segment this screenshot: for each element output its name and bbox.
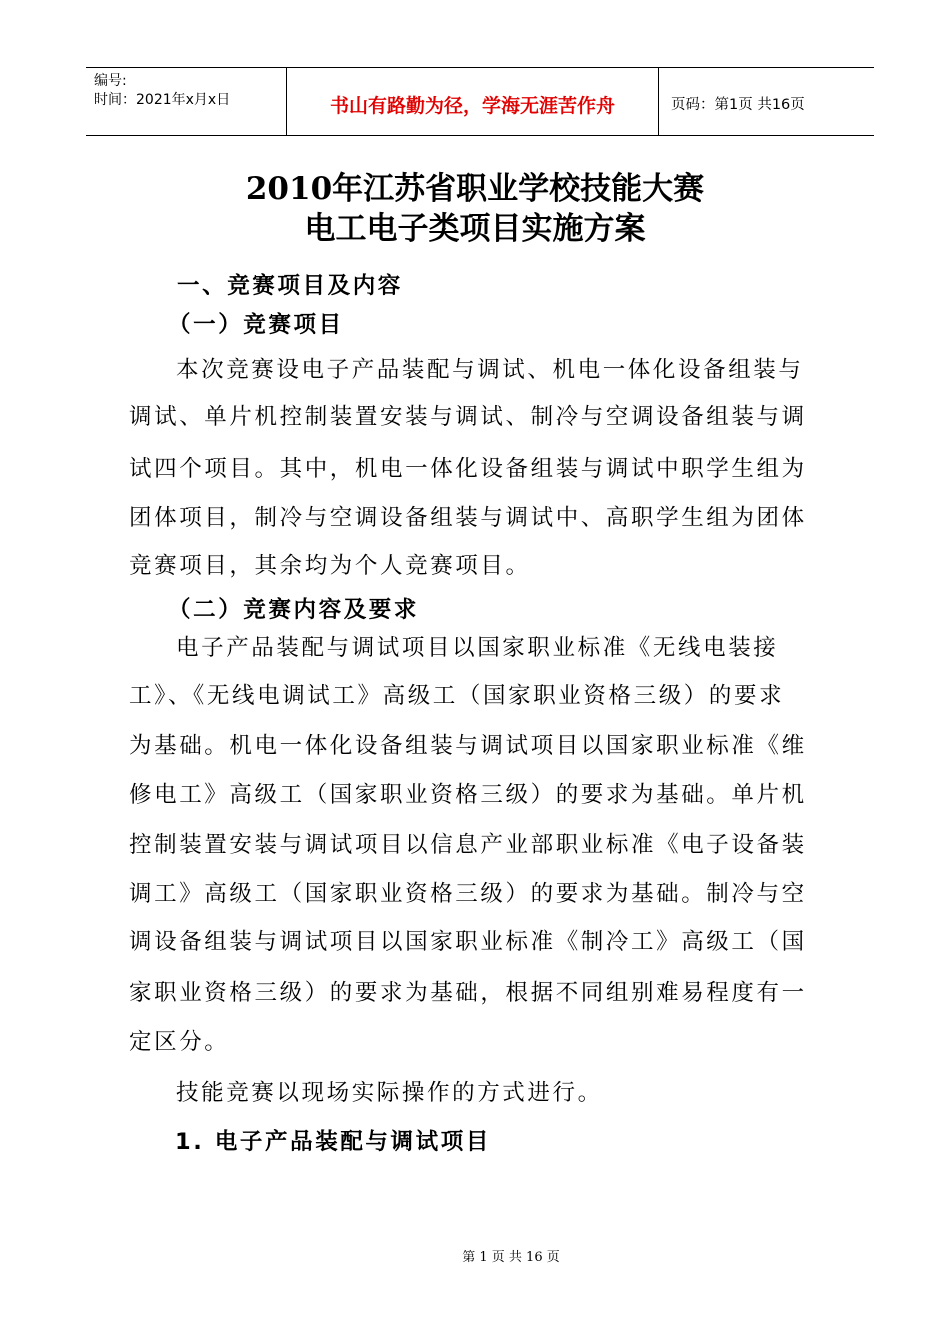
paragraph3: 技能竞赛以现场实际操作的方式进行。 [176, 1080, 603, 1106]
paragraph1-line: 试四个项目。其中，机电一体化设备组装与调试中职学生组为 [129, 456, 807, 482]
paragraph2-line: 为基础。机电一体化设备组装与调试项目以国家职业标准《维 [129, 733, 807, 759]
paragraph2-line: 工》、《无线电调试工》高级工（国家职业资格三级）的要求 [129, 683, 785, 709]
paragraph2-line: 家职业资格三级）的要求为基础，根据不同组别难易程度有一 [129, 980, 807, 1006]
header-page-info: 页码：第1页 共16页 [671, 97, 805, 113]
item-heading-1: 1. 电子产品装配与调试项目 [175, 1129, 491, 1155]
header-motto: 书山有路勤为径，学海无涯苦作舟 [287, 68, 659, 135]
paragraph1-line: 本次竞赛设电子产品装配与调试、机电一体化设备组装与 [176, 357, 804, 383]
paragraph2-line: 调设备组装与调试项目以国家职业标准《制冷工》高级工（国 [129, 929, 807, 955]
document-title-line1: 2010年江苏省职业学校技能大赛 [245, 171, 705, 207]
paragraph2-line: 修电工》高级工（国家职业资格三级）的要求为基础。单片机 [129, 782, 807, 808]
paragraph1-line: 调试、单片机控制装置安装与调试、制冷与空调设备组装与调 [129, 404, 807, 430]
paragraph1-line: 团体项目，制冷与空调设备组装与调试中、高职学生组为团体 [129, 505, 807, 531]
document-header [86, 67, 874, 136]
paragraph2-line: 电子产品装配与调试项目以国家职业标准《无线电装接 [176, 635, 779, 661]
section-heading-1: 一、竞赛项目及内容 [177, 273, 403, 299]
page-footer: 第 1 页 共 16 页 [462, 1250, 560, 1265]
header-meta [86, 68, 287, 135]
paragraph2-line: 控制装置安装与调试项目以信息产业部职业标准《电子设备装 [129, 832, 807, 858]
subsection-heading-2: （二）竞赛内容及要求 [168, 597, 420, 623]
number-label: 编号: [94, 73, 127, 89]
subsection-heading-1: （一）竞赛项目 [168, 312, 344, 338]
paragraph1-line: 竞赛项目，其余均为个人竞赛项目。 [129, 553, 531, 579]
document-title-line2: 电工电子类项目实施方案 [304, 211, 646, 247]
date-label: 时间：2021年x月x日 [94, 92, 231, 108]
paragraph2-line: 调工》高级工（国家职业资格三级）的要求为基础。制冷与空 [129, 881, 807, 907]
paragraph2-line: 定区分。 [129, 1029, 230, 1055]
